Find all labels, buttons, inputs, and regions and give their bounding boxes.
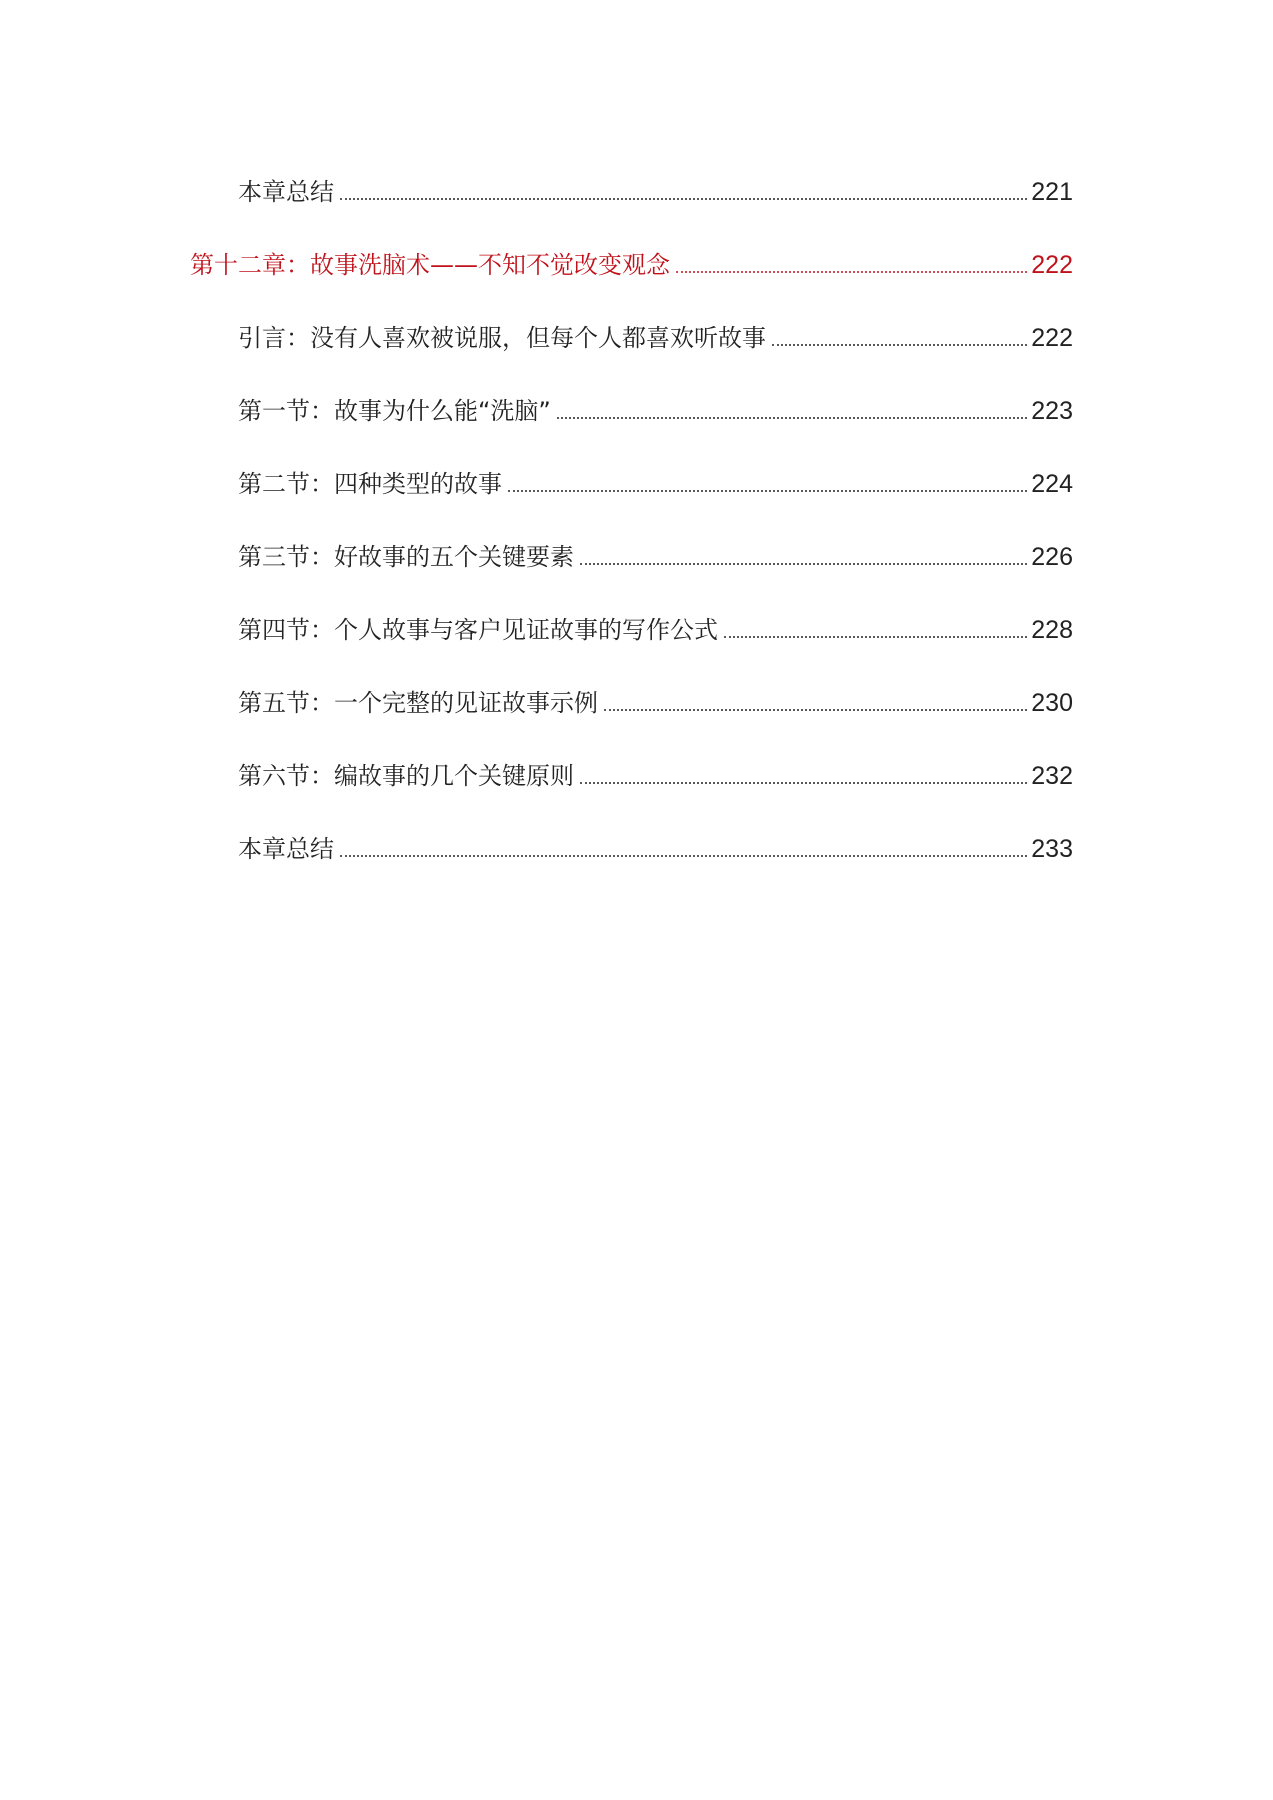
toc-entry-title: 第一节：故事为什么能“洗脑” [238,397,551,425]
toc-entry-page: 228 [1031,616,1073,644]
toc-entry-title: 本章总结 [238,178,334,206]
toc-dot-leader [580,563,1027,565]
toc-dot-leader [604,709,1027,711]
toc-dot-leader [772,344,1027,346]
toc-entry-section-6[interactable] [238,752,1073,792]
toc-entry-section-5[interactable] [238,679,1073,719]
toc-entry-page: 224 [1031,470,1073,498]
toc-entry-title: 本章总结 [238,835,334,863]
toc-entry-title: 第五节：一个完整的见证故事示例 [238,689,598,717]
toc-entry-section-4[interactable] [238,606,1073,646]
toc-dot-leader [508,490,1027,492]
toc-entry-title: 第六节：编故事的几个关键原则 [238,762,574,790]
toc-entry-summary-233[interactable] [238,825,1073,865]
toc-entry-title: 第四节：个人故事与客户见证故事的写作公式 [238,616,718,644]
toc-entry-page: 223 [1031,397,1073,425]
toc-dot-leader [676,271,1027,273]
toc-entry-page: 232 [1031,762,1073,790]
toc-entry-title: 第二节：四种类型的故事 [238,470,502,498]
toc-entry-introduction[interactable] [238,314,1073,354]
toc-entry-page: 222 [1031,324,1073,352]
toc-entry-summary-221[interactable] [238,168,1073,208]
toc-entry-title: 引言：没有人喜欢被说服，但每个人都喜欢听故事 [238,324,766,352]
toc-entry-chapter-12[interactable] [190,241,1073,281]
toc-dot-leader [724,636,1027,638]
toc-dot-leader [340,198,1027,200]
toc-dot-leader [340,855,1027,857]
toc-entry-section-2[interactable] [238,460,1073,500]
toc-dot-leader [580,782,1027,784]
toc-entry-section-1[interactable] [238,387,1073,427]
toc-entry-title: 第三节：好故事的五个关键要素 [238,543,574,571]
toc-entry-title: 第十二章：故事洗脑术——不知不觉改变观念 [190,251,670,279]
toc-entry-page: 226 [1031,543,1073,571]
toc-dot-leader [557,417,1027,419]
toc-entry-page: 233 [1031,835,1073,863]
toc-entry-page: 230 [1031,689,1073,717]
toc-entry-page: 221 [1031,178,1073,206]
toc-entry-page: 222 [1031,251,1073,279]
toc-entry-section-3[interactable] [238,533,1073,573]
